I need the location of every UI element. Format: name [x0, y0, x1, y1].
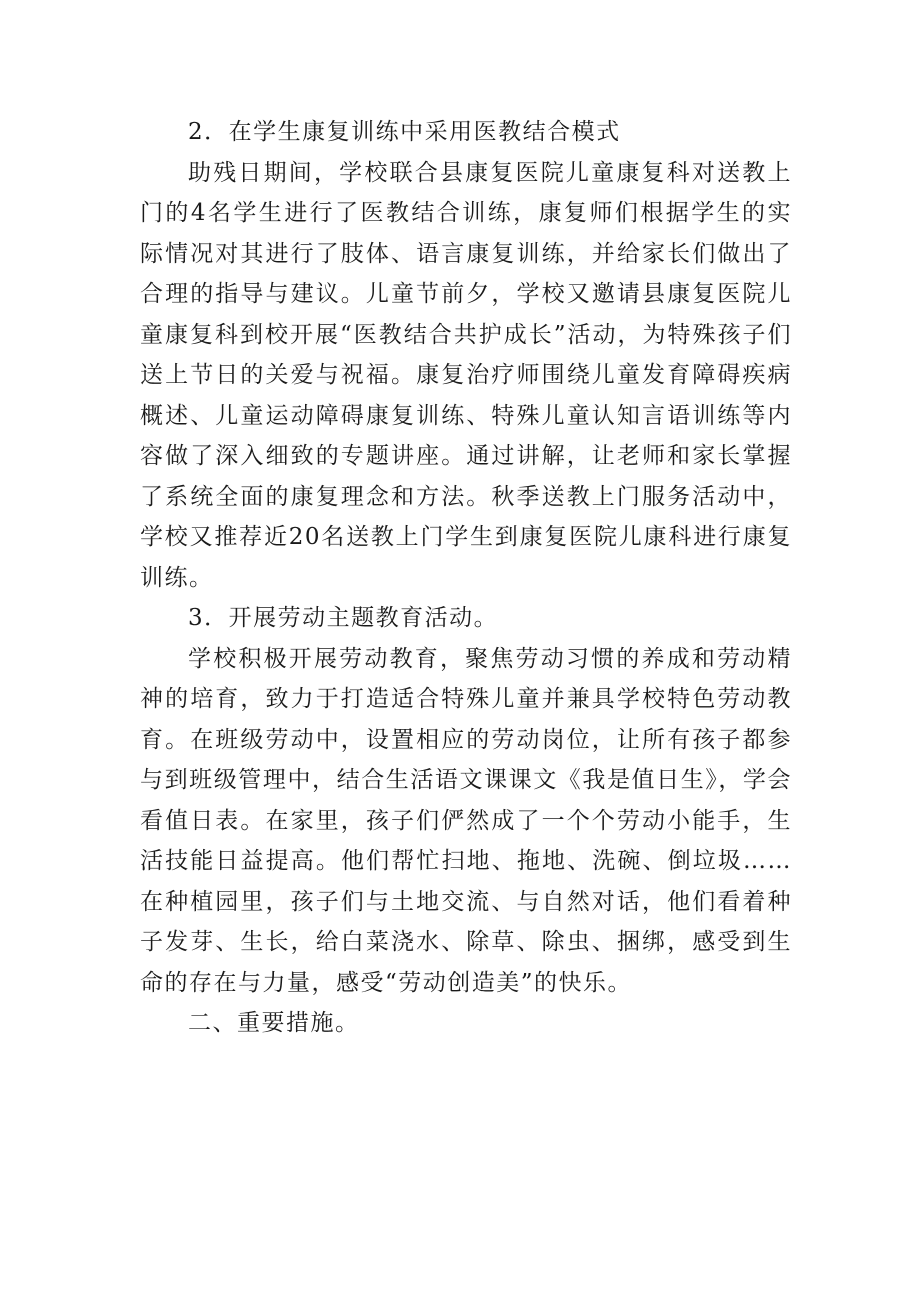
section-2-heading: 2．在学生康复训练中采用医教结合模式 — [188, 119, 621, 145]
part-2-heading: 二、重要措施。 — [188, 1010, 360, 1036]
section-2-paragraph: 助残日期间，学校联合县康复医院儿童康复科对送教上门的4名学生进行了医教结合训练，康复师们根据学生的实际情况对其进行了肢体、语言康复训练，并给家长们做出了合理的指导与建议。儿童节前夕，学校又邀请县康复医院儿童康复科到校开展“医教结合共护成长”活动，为特殊孩子们送上节日的关爱与祝福。康复治疗师围绕儿童发育障碍疾病概述、儿童运动障碍康复训练、特殊儿童认知言语训练等内容做了深入细致的专题讲座。通过讲解，让老师和家长掌握了系统全面的康复理念和方法。秋季送教上门服务活动中，学校又推荐近20名送教上门学生到康复医院儿康科进行康复训练。 — [140, 159, 792, 591]
section-3-heading: 3．开展劳动主题教育活动。 — [188, 605, 499, 631]
section-3-paragraph: 学校积极开展劳动教育，聚焦劳动习惯的养成和劳动精神的培育，致力于打造适合特殊儿童并兼具学校特色劳动教育。在班级劳动中，设置相应的劳动岗位，让所有孩子都参与到班级管理中，结合生活语文课课文《我是值日生》，学会看值日表。在家里，孩子们俨然成了一个个劳动小能手，生活技能日益提高。他们帮忙扫地、拖地、洗碗、倒垃圾……在种植园里，孩子们与土地交流、与自然对话，他们看着种子发芽、生长，给白菜浇水、除草、除虫、捆绑，感受到生命的存在与力量，感受“劳动创造美”的快乐。 — [140, 645, 792, 996]
document-body — [140, 112, 792, 1044]
